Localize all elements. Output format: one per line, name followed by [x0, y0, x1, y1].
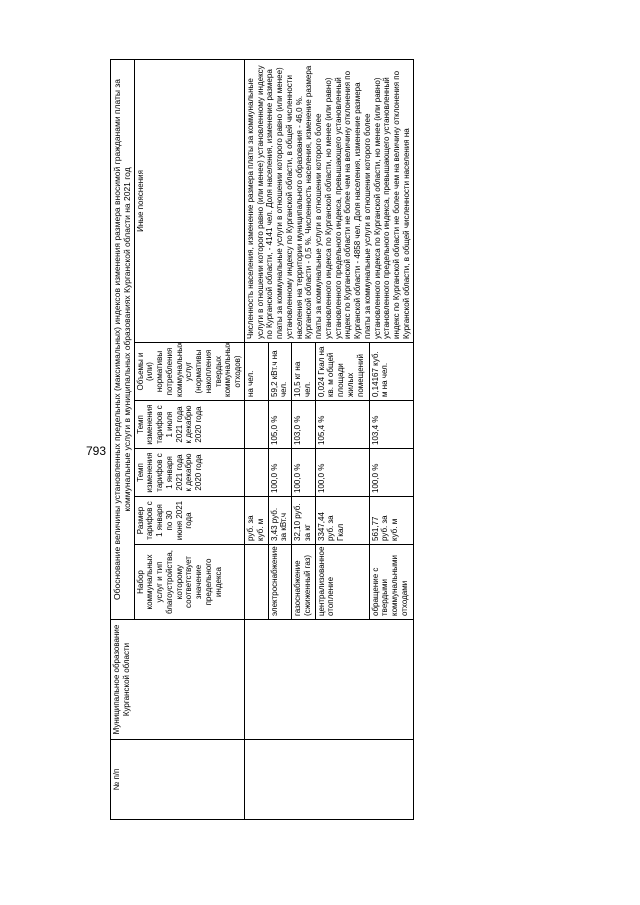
cell-volume: 59,2 кВт.ч на чел.	[268, 343, 292, 401]
cell-rate-jan: 100,0 %	[268, 449, 292, 497]
cell-volume: на чел.	[244, 343, 268, 401]
header-row-1	[111, 59, 135, 819]
header-municipality: Муниципальное образование Курганской области	[111, 620, 245, 740]
cell-notes: Численность населения, изменение размера платы за коммунальные услуги в отношении которого равно (или менее) установленному индексу по Курганской области, - 4141 чел. Доля населения, изменение размера платы за коммунальные услуги в отношении которого равно (или менее) установленному индексу по Курганской области, в общей численности населения на территории муниципального образования - 46,0 %. Курганской области - 0,5 %. Численность населения, изменение размера платы за коммунальные услуги в отношении которого более установленного индекса по Курганской области, но менее (или равно) установленного предельного индекса, превышающего установленный индекс по Курганской области не более чем на величину отклонения по Курганской области - 4858 чел. Доля населения, изменение размера платы за коммунальные услуги в отношении которого более установленного индекса по Курганской области, но менее (или равно) установленного предельного индекса, превышающего установленный индекс по Курганской области не более чем на величину отклонения по Курганской области, в общей численности населения на	[244, 59, 413, 342]
cell-tariff: 3,43 руб. за кВт.ч	[268, 497, 292, 545]
cell-rate-jul	[244, 401, 268, 449]
cell-tariff: 561,77 руб. за куб. м	[369, 497, 413, 545]
rotated-table-area	[110, 60, 610, 820]
header-rate-jul: Темп изменения тарифов с 1 июля 2021 года к декабрю 2020 года	[134, 401, 244, 449]
table-row	[244, 59, 268, 819]
cell-rate-jan: 100,0 %	[369, 449, 413, 497]
cell-service	[244, 545, 268, 620]
indices-table	[110, 59, 414, 820]
header-volumes: Объемы и (или) нормативы потребления коммунальных услуг (нормативы накопления твердых коммунальных отходов)	[134, 343, 244, 401]
cell-tariff: руб. за куб. м	[244, 497, 268, 545]
header-set: Набор коммунальных услуг и тип благоустройства, которому соответствует значение предельного индекса	[134, 545, 244, 620]
cell-tariff: 3347,44 руб. за Гкал	[315, 497, 369, 545]
header-tariff: Размер тарифов с 1 января по 30 июня 2021 года	[134, 497, 244, 545]
cell-rate-jul: 103,4 %	[369, 401, 413, 449]
cell-volume: 10,5 кг на чел.	[292, 343, 316, 401]
header-rate-jan: Темп изменения тарифов с 1 января 2021 года к декабрю 2020 года	[134, 449, 244, 497]
cell-service: централизованное отопление	[315, 545, 369, 620]
cell-volume: 0,024 Гкал на кв. м общей площади жилых помещений	[315, 343, 369, 401]
cell-no	[244, 740, 413, 820]
cell-service: электроснабжение	[268, 545, 292, 620]
header-no: № п/п	[111, 740, 245, 820]
cell-volume: 0,14167 куб. м на чел.	[369, 343, 413, 401]
header-justification: Обоснование величины установленных предельных (максимальных) индексов изменения размера вносимой гражданами платы за коммунальные услуги в муниципальных образованиях Курганской области на 2021 год	[111, 59, 135, 619]
cell-rate-jul: 105,0 %	[268, 401, 292, 449]
cell-tariff: 32,10 руб. за кг	[292, 497, 316, 545]
cell-service: обращение с твердыми коммунальными отходами	[369, 545, 413, 620]
cell-rate-jul: 103,0 %	[292, 401, 316, 449]
cell-rate-jan	[244, 449, 268, 497]
cell-rate-jan: 100,0 %	[292, 449, 316, 497]
cell-rate-jul: 105,4 %	[315, 401, 369, 449]
cell-service: газоснабжение (сжиженный газ)	[292, 545, 316, 620]
page-number: 793	[86, 444, 107, 458]
cell-rate-jan: 100,0 %	[315, 449, 369, 497]
header-notes: Иные пояснения	[134, 59, 244, 342]
cell-municipality	[244, 620, 413, 740]
